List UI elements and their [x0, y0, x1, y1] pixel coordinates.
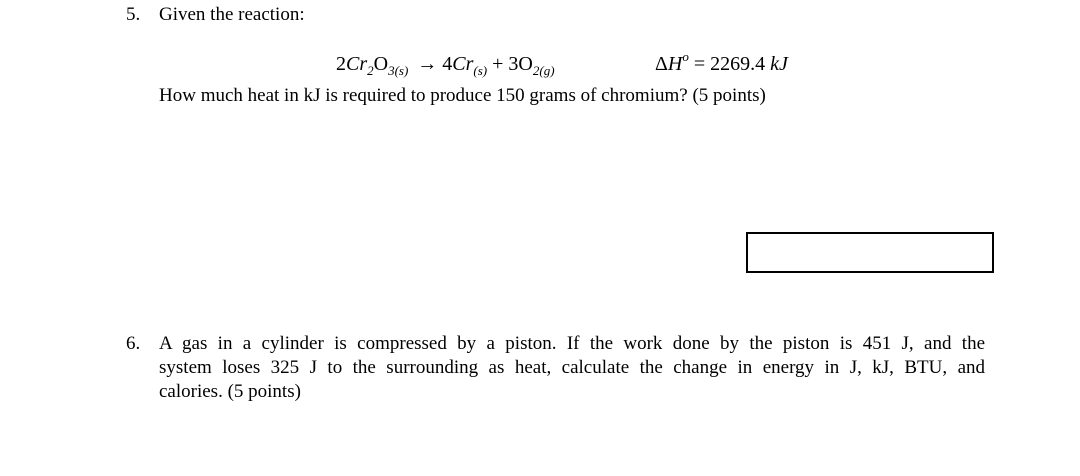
equation-coefficient-3: 3: [508, 53, 519, 75]
question-6-line: A gas in a cylinder is compressed by a piston. If the work done by the piston is 451 J, and the: [159, 333, 985, 354]
enthalpy-change: [655, 50, 788, 78]
answer-box[interactable]: [746, 232, 994, 273]
equation-arrow: →: [417, 53, 438, 75]
enthalpy-equals: =: [693, 53, 706, 75]
equation-product-chromium-subscript: (s): [473, 63, 488, 78]
equation-reactant-chromium-subscript: 2: [367, 63, 374, 78]
enthalpy-delta: Δ: [655, 53, 668, 75]
equation-plus: +: [492, 53, 504, 75]
enthalpy-symbol: H: [667, 53, 683, 75]
enthalpy-unit: kJ: [770, 53, 788, 75]
question-5-intro: Given the reaction:: [159, 4, 305, 25]
equation-product-chromium: Cr: [452, 53, 474, 75]
question-6-number: 6.: [126, 333, 141, 354]
question-5-prompt: How much heat in kJ is required to produce 150 grams of chromium? (5 points): [159, 85, 766, 106]
equation-coefficient-2: 4: [442, 53, 453, 75]
question-6-line: calories. (5 points): [159, 381, 301, 402]
equation-reactant-chromium: Cr: [346, 53, 368, 75]
question-5-number: 5.: [126, 4, 141, 25]
equation-coefficient-1: 2: [336, 53, 346, 75]
enthalpy-superscript: o: [682, 49, 689, 64]
enthalpy-value: 2269.4: [710, 53, 766, 75]
equation-product-oxygen-subscript: 2(g): [532, 63, 555, 78]
reaction-equation: [336, 50, 555, 78]
equation-reactant-oxygen: O: [373, 53, 389, 75]
equation-product-oxygen: O: [518, 53, 533, 75]
equation-reactant-oxygen-subscript: 3(s): [388, 63, 409, 78]
question-6-prompt: [159, 332, 985, 404]
question-6-line: system loses 325 J to the surrounding as heat, calculate the change in energy in J, kJ, BTU, and: [159, 357, 985, 378]
